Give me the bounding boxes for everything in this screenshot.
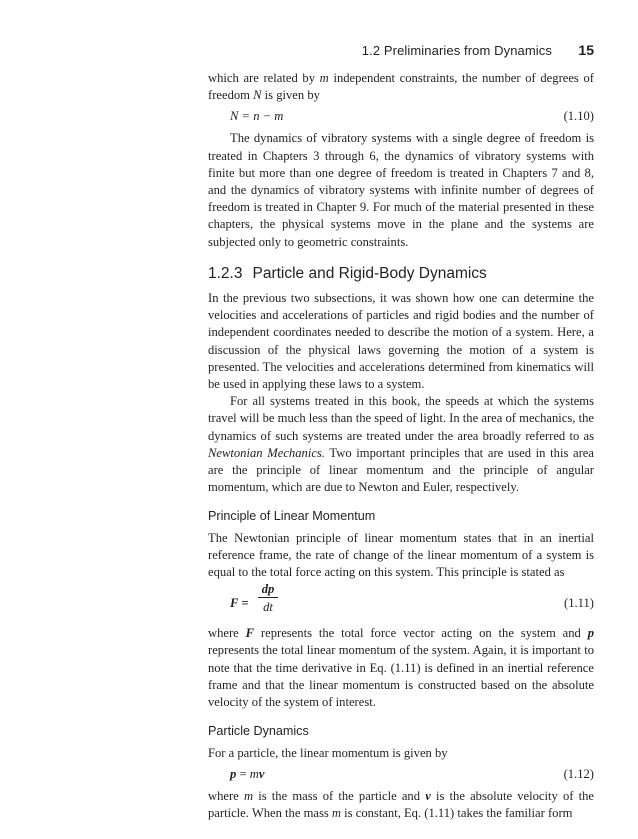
paragraph-linear-momentum-principle: The Newtonian principle of linear momentum states that in an inertial reference frame, the rate of change of the linear momentum of a system is equal to the total force acting on this system. This principle is stated as bbox=[208, 530, 594, 580]
fraction-numerator: dp bbox=[258, 581, 278, 598]
section-heading-1-2-3 bbox=[208, 265, 594, 282]
paragraph-mass-velocity: where m is the mass of the particle and v is the absolute velocity of the particle. When the mass m is constant, Eq. (1.11) takes the familiar form bbox=[208, 788, 594, 820]
equation-1-11-lhs: F = bbox=[230, 596, 249, 611]
paragraph-chapters-overview: The dynamics of vibratory systems with a single degree of freedom is treated in Chapters 3 through 6, the dynamics of vibratory systems with finite but more than one degree of freedom is treated in Chapters 7 and 8, and the dynamics of vibratory systems with infinite number of degrees of freedom is treated in Chapter 9. For much of the material presented in these chapters, the physical systems move in the plane and the systems are subjected only to geometric constraints. bbox=[208, 131, 594, 249]
paragraph-degrees-of-freedom: which are related by m independent constraints, the number of degrees of freedom N is given by bbox=[208, 71, 594, 103]
page-body bbox=[208, 70, 594, 822]
section-number: 1.2.3 bbox=[208, 264, 243, 282]
paragraph-intro-dynamics: In the previous two subsections, it was shown how one can determine the velocities and accelerations of particles and rigid bodies and the number of independent coordinates needed to describe the motion of a system. Here, a discussion of the physical laws governing the motion of a system is presented. The velocities and accelerations determined from kinematics will be used in applying these laws to a system. bbox=[208, 291, 594, 392]
paragraph-newtonian-mechanics: For all systems treated in this book, the speeds at which the systems travel will be much less than the speed of light. In the area of mechanics, the dynamics of such systems are treated under the area broadly referred to as Newtonian Mechanics. Two important principles that are used in this area are the principle of linear momentum and the principle of angular momentum, which are due to Newton and Euler, respectively. bbox=[208, 394, 594, 495]
paragraph-force-momentum-definition: where F represents the total force vector acting on the system and p represents the total linear momentum of the system. Again, it is important to note that the time derivative in Eq. (1.11) is defined in an inertial reference frame and that the linear momentum is constructed based on the absolute velocity of the system of interest. bbox=[208, 626, 594, 710]
equation-1-11 bbox=[208, 581, 594, 625]
equation-1-10-expression: N = n − m bbox=[230, 109, 284, 124]
equation-1-11-number: (1.11) bbox=[564, 596, 594, 611]
equation-1-11-fraction bbox=[258, 581, 278, 616]
equation-1-10-number: (1.10) bbox=[563, 109, 594, 124]
equation-1-12-number: (1.12) bbox=[563, 766, 594, 781]
equation-1-12-expression: p = mv bbox=[230, 766, 265, 781]
running-header bbox=[208, 42, 594, 64]
term-newtonian-mechanics: Newtonian Mechanics. bbox=[208, 445, 325, 460]
subheading-particle-dynamics: Particle Dynamics bbox=[208, 724, 309, 739]
section-title: Particle and Rigid-Body Dynamics bbox=[252, 264, 487, 282]
subheading-linear-momentum: Principle of Linear Momentum bbox=[208, 509, 376, 524]
page-number: 15 bbox=[578, 42, 594, 58]
fraction-denominator: dt bbox=[263, 600, 273, 615]
running-header-section: 1.2 Preliminaries from Dynamics bbox=[361, 43, 552, 58]
equation-1-10 bbox=[208, 104, 594, 130]
paragraph-particle-momentum: For a particle, the linear momentum is given by bbox=[208, 745, 448, 760]
equation-1-12 bbox=[208, 762, 594, 788]
